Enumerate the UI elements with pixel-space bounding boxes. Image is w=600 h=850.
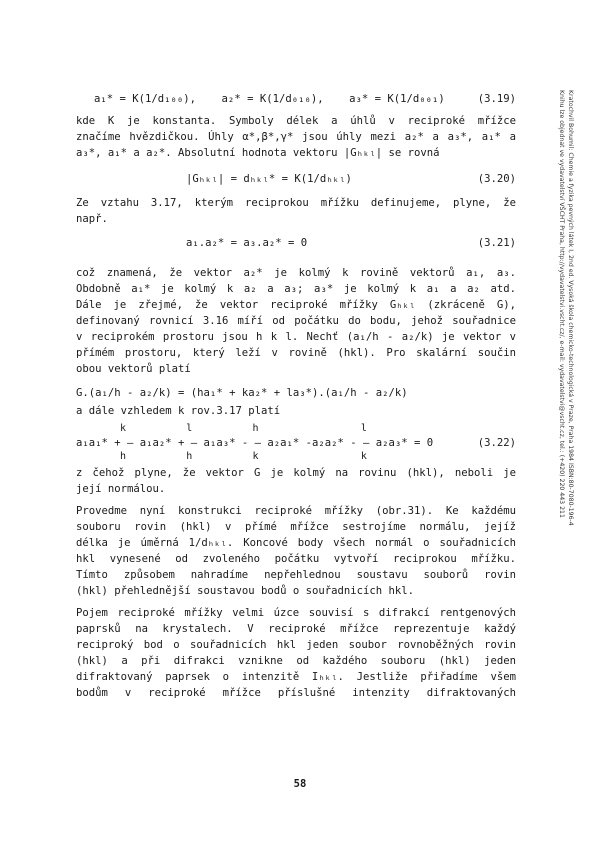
side-note-line-2: Knihu lze objednat ve vydavatelství VŠCHT Praha, http://vydavatelstvi.vscht.cz/, e-mail: vydavatelstvi@vscht.cz, tel.: (+420) 220 443 211 <box>558 90 565 518</box>
text-line: což znamená, že vektor a₂* je kolmý k rovině vektorů a₁, a₃. <box>76 267 516 279</box>
side-note-line-1: Kratochvil Bohumil: Chemie a fyzika pevných látek I, 2nd ed. Vysoká škola chemicko-technologická v Praze, Praha 1984 ISBN:80-7080-196-4 <box>567 90 574 526</box>
text-line: značíme hvězdičkou. Úhly α*,β*,γ* jsou úhly mezi a₂* a a₃*, a₁* a <box>76 131 516 143</box>
text-line: Pojem reciproké mřížky velmi úzce souvisí s difrakcí rentgenových <box>76 607 516 619</box>
equation-number: (3.21) <box>477 237 516 249</box>
fraction-denominators: h h k k <box>120 451 367 462</box>
text-line: definovaný rovnicí 3.16 míří od počátku do bodu, jehož souřadnice <box>76 315 516 327</box>
fraction-numerators: k l h l <box>120 423 367 434</box>
text-line: obou vektorů platí <box>76 363 191 375</box>
text-line: v reciprokém prostoru jsou h k l. Nechť (a₁/h - a₂/k) je vektor v <box>76 331 516 343</box>
equation: a₁.a₂* = a₃.a₂* = 0 <box>186 237 308 249</box>
text-line: bodům v reciproké mřížce příslušné intenzity difraktovaných <box>76 687 516 699</box>
text-line: difraktovaný paprsek o intenzitě Iₕₖₗ. Jestliže přiřadíme všem <box>76 671 516 683</box>
text-line: a₃*, a₁* a a₂*. Absolutní hodnota vektoru |Gₕₖₗ| se rovná <box>76 147 440 159</box>
text-line: Dále je zřejmé, že vektor reciproké mřížky Gₕₖₗ (zkráceně G), <box>76 299 516 311</box>
text-line: její normálou. <box>76 483 166 495</box>
text-line: paprsků na krystalech. V reciproké mřížce reprezentuje každý <box>76 623 516 635</box>
text-line: (hkl) a při difrakci vznikne od každého souboru (hkl) jeden <box>76 655 516 667</box>
equation: a₁* = K(1/d₁₀₀), a₂* = K(1/d₀₁₀), a₃* = K(1/d₀₀₁) <box>94 93 445 105</box>
text-line: kde K je konstanta. Symboly délek a úhlů v reciproké mřížce <box>76 115 516 127</box>
equation: G.(a₁/h - a₂/k) = (ha₁* + ka₂* + la₃*).(a₁/h - a₂/k) <box>76 387 408 399</box>
equation: |Gₕₖₗ| = dₕₖₗ* = K(1/dₕₖₗ) <box>186 173 352 185</box>
side-note <box>557 90 575 670</box>
equation-number: (3.19) <box>477 93 516 105</box>
text-line: z čehož plyne, že vektor G je kolmý na rovinu (hkl), neboli je <box>76 467 516 479</box>
text-line: reciproký bod o souřadnicích hkl jeden soubor rovnoběžných rovin <box>76 639 516 651</box>
equation-number: (3.20) <box>477 173 516 185</box>
equation: a₁a₁* + — a₁a₂* + — a₁a₃* - — a₂a₁* -a₂a₂* - — a₂a₃* = 0 <box>76 437 434 449</box>
text-line: Provedme nyní konstrukci reciproké mřížky (obr.31). Ke každému <box>76 505 516 517</box>
text-line: souboru rovin (hkl) v přímé mřížce sestrojíme normálu, jejíž <box>76 521 516 533</box>
text-line: (hkl) přehlednější soustavou bodů o souřadnicích hkl. <box>76 585 415 597</box>
text-line: hkl vynesené od zvoleného počátku vytvoří reciprokou mřížku. <box>76 553 516 565</box>
text-line: přímém prostoru, který leží v rovině (hkl). Pro skalární součin <box>76 347 516 359</box>
equation-number: (3.22) <box>477 437 516 449</box>
text-line: Obdobně a₁* je kolmý k a₂ a a₃; a₃* je kolmý k a₁ a a₂ atd. <box>76 283 516 295</box>
text-line: Tímto způsobem nahradíme nepřehlednou soustavu souborů rovin <box>76 569 516 581</box>
page-number: 58 <box>293 778 307 790</box>
text-line: a dále vzhledem k rov.3.17 platí <box>76 405 281 417</box>
text-line: např. <box>76 213 108 225</box>
text-line: Ze vztahu 3.17, kterým reciprokou mřížku definujeme, plyne, že <box>76 197 516 209</box>
text-line: délka je úměrná 1/dₕₖₗ. Koncové body všech normál o souřadnicích <box>76 537 516 549</box>
